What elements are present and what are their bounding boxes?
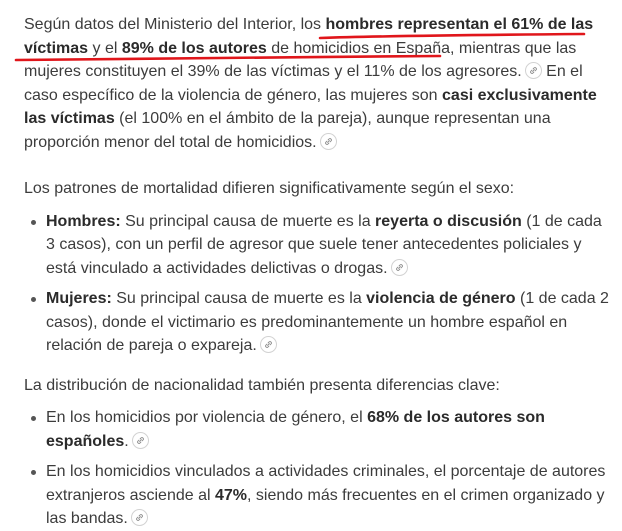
citation-link-icon[interactable] [131, 509, 148, 526]
list-item [46, 210, 612, 281]
bold-text: violencia de género [366, 290, 516, 307]
list-item [46, 460, 612, 531]
text: . [124, 432, 129, 450]
text: En los homicidios por violencia de género, el [46, 409, 368, 426]
list-item [46, 287, 612, 358]
bold-text: 68% de los autores son españoles [46, 409, 545, 450]
list-nationality [24, 406, 612, 531]
bold-text: 47% [214, 486, 248, 504]
paragraph-mortality: Los patrones de mortalidad difieren significativamente según el sexo: [24, 180, 515, 197]
text: y el [88, 39, 122, 57]
list-mortality [24, 210, 612, 358]
text: (1 de cada 2 casos), donde el victimario es predominantemente un hombre español en relación de pareja o expareja. [46, 290, 609, 354]
citation-link-icon[interactable] [525, 62, 542, 79]
list-item [46, 406, 612, 453]
text: (1 de cada 3 casos), con un perfil de agresor que suele tener antecedentes policiales y está vinculado a actividades delictivas o drogas. [46, 212, 602, 277]
citation-link-icon[interactable] [260, 336, 277, 353]
text: , siendo más frecuentes en el crimen organizado y las bandas. [46, 486, 605, 527]
text: Su principal causa de muerte es la [111, 290, 367, 307]
text: Su principal causa de muerte es la [120, 212, 376, 230]
bold-text: Mujeres: [46, 290, 112, 307]
citation-link-icon[interactable] [320, 133, 337, 150]
bold-text: casi exclusivamente las víctimas [24, 86, 597, 127]
paragraph-intro [24, 13, 612, 154]
text: En los homicidios vinculados a actividades criminales, el porcentaje de autores extranjeros asciende al [46, 463, 606, 504]
bold-text: 89% de los autores [121, 39, 267, 57]
text: En el caso específico de la violencia de género, las mujeres son [24, 63, 583, 104]
bold-text: Hombres: [46, 212, 121, 230]
citation-link-icon[interactable] [132, 432, 149, 449]
text: de homicidios en España, mientras que las mujeres constituyen el 39% de las víctimas y el 11% de los agresores. [24, 39, 577, 80]
text: Según datos del Ministerio del Interior, los [24, 16, 326, 33]
paragraph-nationality: La distribución de nacionalidad también presenta diferencias clave: [24, 376, 500, 394]
text: (el 100% en el ámbito de la pareja), aunque representan una proporción menor del total de homicidios. [24, 110, 551, 151]
bold-text: reyerta o discusión [375, 212, 522, 230]
bold-text: hombres representan el 61% de las víctimas [24, 16, 594, 57]
citation-link-icon[interactable] [391, 259, 408, 276]
